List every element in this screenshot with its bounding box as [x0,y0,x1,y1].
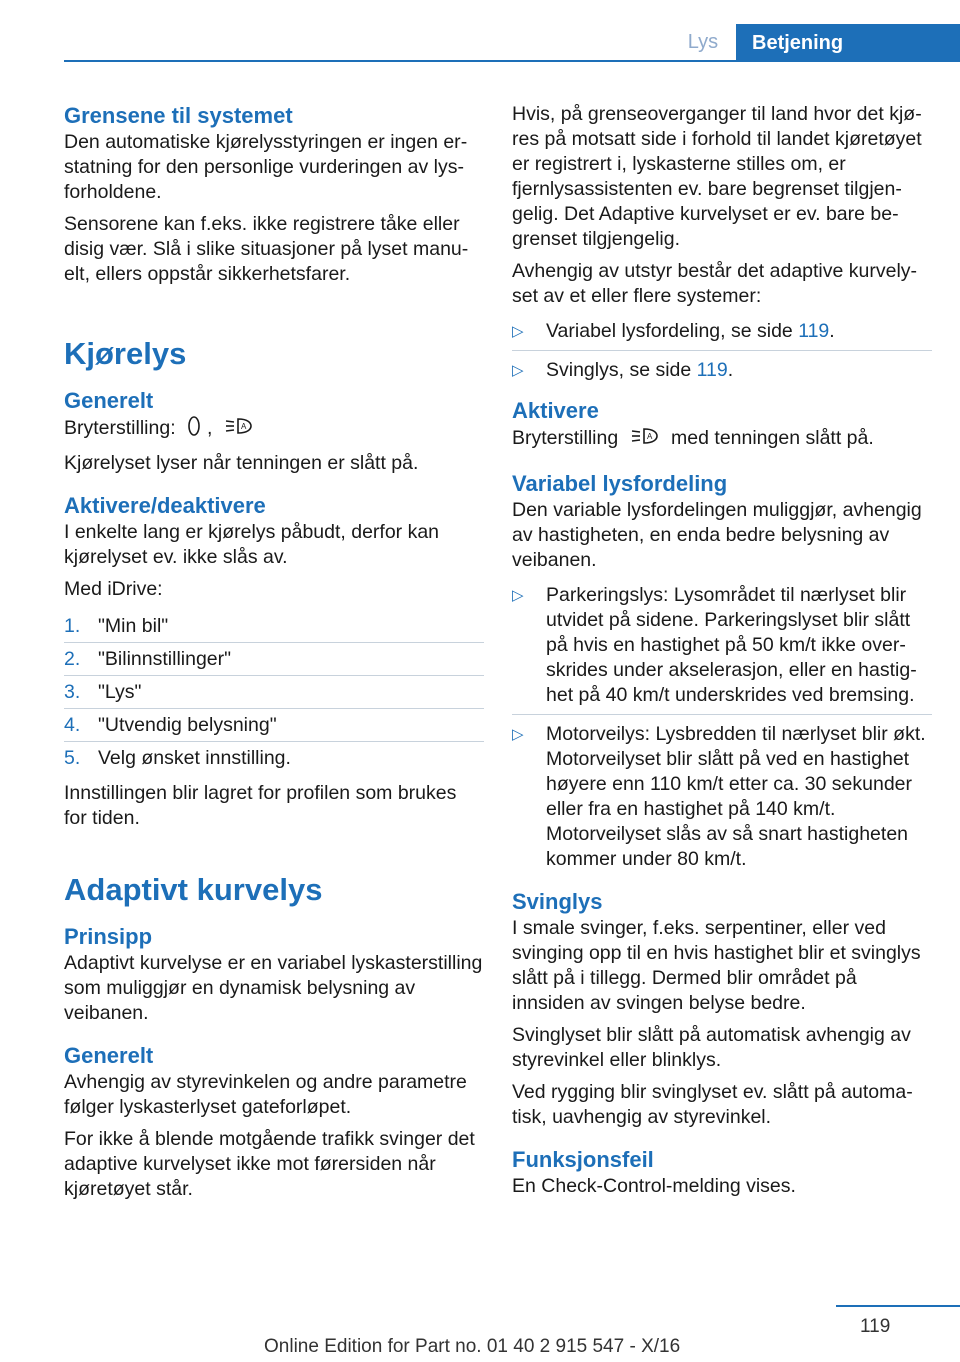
auto-headlight-icon [630,425,660,454]
paragraph: En Check-Control-melding vises. [512,1175,796,1197]
systems-list [512,319,932,389]
section-title-aktivere-deaktivere: Aktivere/deaktivere [64,493,266,518]
section-title-grensene: Grensene til systemet [64,103,293,128]
triangle-bullet-icon: ▷ [512,323,524,340]
paragraph: I enkelte lang er kjørelys påbudt, derfor kan kjørelyset ev. ikke slås av. [64,521,440,568]
list-item: ▷ Svinglys, se side 119. [512,359,734,381]
list-item: 4. "Utvendig belysning" [64,713,484,742]
switch-position-line [64,415,484,444]
variabel-list [512,583,932,878]
footer-rule [836,1305,960,1307]
paragraph: Avhengig av styrevinkelen og andre parametre følger lyskasterlyset gateforløpet. [64,1071,467,1118]
heading-kjorelys: Kjørelys [64,336,187,371]
list-item: 2. "Bilinnstillinger" [64,647,484,676]
tab-lys[interactable]: Lys [687,31,719,53]
tab-betjening[interactable]: Betjening [736,24,960,62]
separator-comma: , [207,417,213,439]
section-title-generelt: Generelt [64,388,154,413]
edition-line: Online Edition for Part no. 01 40 2 915 547 - X/16 [264,1336,681,1357]
paragraph: Den automatiske kjørelysstyringen er ingen erstatning for den personlige vurderingen av lysforholdene. [64,131,468,203]
paragraph: Ved rygging blir svinglyset ev. slått på automatisk, uavhengig av styrevinkel. [512,1081,913,1128]
switch-label: Bryterstilling: [64,417,176,439]
heading-adaptivt-kurvelys: Adaptivt kurvelys [64,872,323,907]
triangle-bullet-icon: ▷ [512,362,524,379]
paragraph: Avhengig av utstyr består det adaptive kurvelyset av et eller flere systemer: [512,260,918,307]
page-number: 119 [860,1316,891,1337]
auto-headlight-icon [224,415,254,444]
paragraph: Innstillingen blir lagret for profilen som brukes for tiden. [64,782,457,829]
zero-position-icon [187,415,201,444]
list-item: ▷ Motorveilys: Lysbredden til nærlyset blir økt. Motorveilyset blir slått på ved en hastighet høyere enn 110 km/t etter ca. 30 sekunder eller fra en hastighet på 140 km/t. Motorveilyset slås av så snart hastigheten kommer under 80 km/t. [512,723,926,870]
list-item: 1. "Min bil" [64,614,484,643]
idrive-steps-list [64,614,484,774]
section-title-funksjonsfeil: Funksjonsfeil [512,1147,654,1172]
paragraph: Sensorene kan f.eks. ikke registrere tåke eller disig vær. Slå i slike situasjoner på lyset manuelt, ellers oppstår sikkerhetsfarer. [64,213,469,285]
paragraph: Svinglyset blir slått på automatisk avhengig av styrevinkel eller blinklys. [512,1024,911,1071]
paragraph: For ikke å blende motgående trafikk svinger det adaptive kurvelyset ikke mot førersiden når kjøretøyet står. [64,1128,475,1200]
right-column [512,102,932,1206]
section-title-variabel-lysfordeling: Variabel lysfordeling [512,471,728,496]
page-link[interactable]: 119 [696,359,728,381]
page-link[interactable]: 119 [798,320,830,342]
list-item: ▷ Parkeringslys: Lysområdet til nærlyset blir utvidet på sidene. Parkeringslyset blir slått på hvis en hastighet på 50 km/t ikke overskrides under akselerasjon, eller en hastighet på 40 km/t underskrides ved bremsing. [512,583,932,715]
left-column [64,102,484,1209]
list-item: ▷ Variabel lysfordeling, se side 119. [512,319,932,351]
paragraph: Kjørelyset lyser når tenningen er slått på. [64,452,419,474]
section-title-svinglys: Svinglys [512,889,603,914]
list-item: 5. Velg ønsket innstilling. [64,747,291,769]
svg-text:A: A [646,432,652,441]
svg-text:A: A [240,422,247,431]
paragraph: Den variable lysfordelingen muliggjør, avhengig av hastigheten, en enda bedre belysning av veibanen. [512,499,922,571]
paragraph: I smale svinger, f.eks. serpentiner, eller ved svinging opp til en hvis hastighet blir et svinglys slått på i tillegg. Dermed blir området på innsiden av svingen belyse bedre. [512,917,921,1014]
paragraph: Adaptivt kurvelyse er en variabel lyskasterstilling som muliggjør en dynamisk belysning av veibanen. [64,952,483,1024]
paragraph: Hvis, på grenseoverganger til land hvor det kjøres på motsatt side i forhold til landet kjøretøyet er registrert i, lyskasterne stilles om, er fjernlysassistenten ev. bare begrenset tilgjengelig. Det Adaptive kurvelyset er ev. bare begrenset tilgjengelig. [512,103,922,250]
switch-position-line: Bryterstilling A med tenningen slått på. [512,425,932,454]
paragraph: Med iDrive: [64,578,163,600]
list-item: 3. "Lys" [64,680,484,709]
triangle-bullet-icon: ▷ [512,587,524,604]
section-title-aktivere: Aktivere [512,398,599,423]
section-title-prinsipp: Prinsipp [64,924,153,949]
section-title-generelt-2: Generelt [64,1043,154,1068]
triangle-bullet-icon: ▷ [512,726,524,743]
